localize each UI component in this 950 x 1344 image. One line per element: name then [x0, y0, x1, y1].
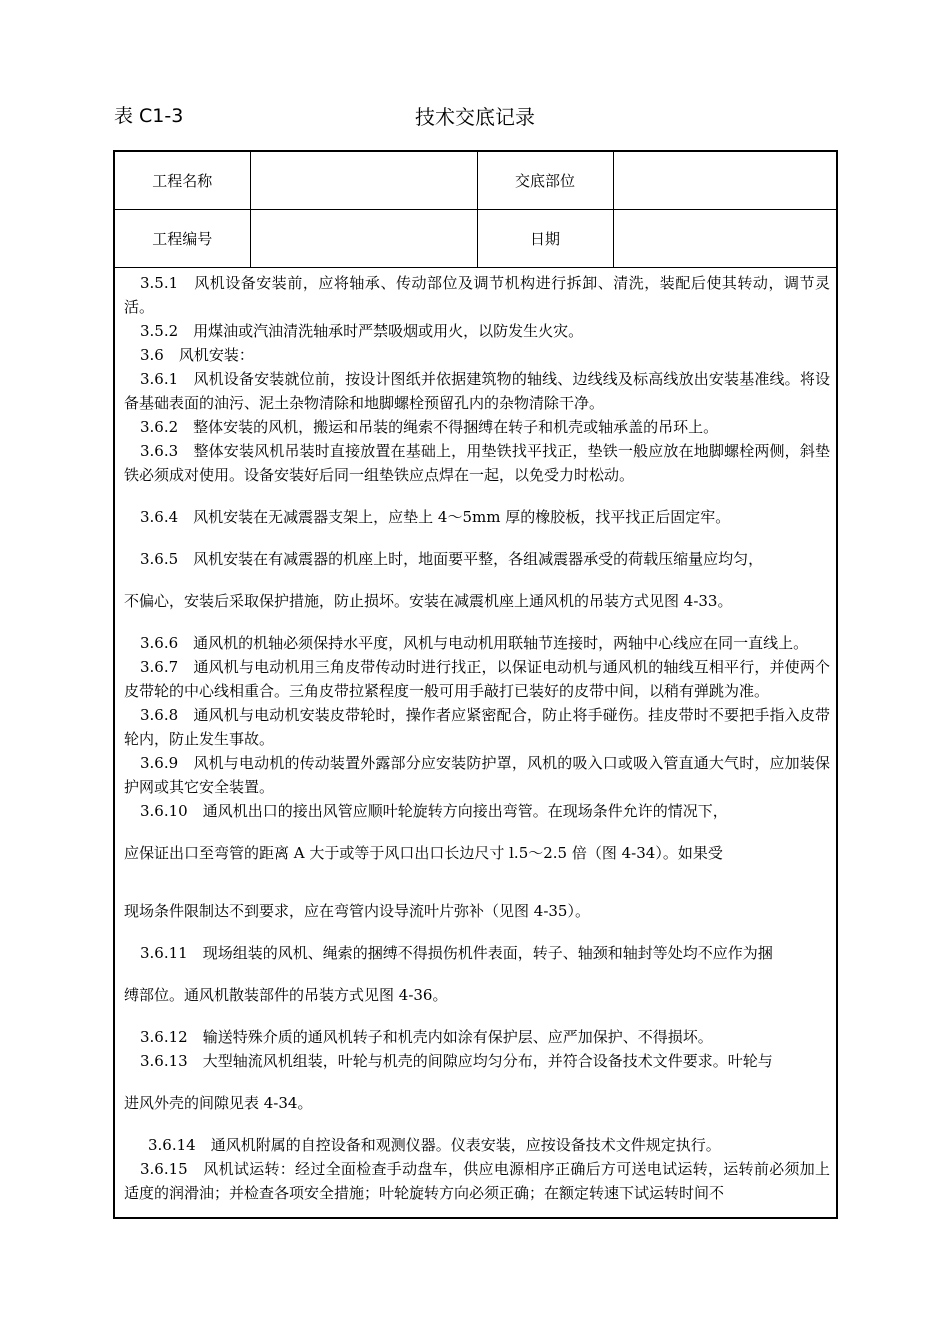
paragraph-3-6-5-cont: 不偏心，安装后采取保护措施，防止损坏。安装在减震机座上通风机的吊装方式见图 4-33。 [124, 592, 733, 610]
location-field[interactable] [613, 152, 836, 210]
paragraph-3-6-13: 3.6.13 大型轴流风机组装，叶轮与机壳的间隙应均匀分布，并符合设备技术文件要求。叶轮与 [140, 1052, 773, 1070]
document-title: 技术交底记录 [415, 105, 535, 129]
project-name-field[interactable] [250, 152, 477, 210]
paragraph-3-6: 3.6 风机安装： [140, 346, 254, 364]
paragraph-3-6-15: 3.6.15 风机试运转：经过全面检查手动盘车，供应电源相序正确后方可送电试运转，运转前必须加上适度的润滑油；并检查各项安全措施；叶轮旋转方向必须正确；在额定转速下试运转时间不 [124, 1160, 830, 1202]
paragraph-3-6-10-cont1: 应保证出口至弯管的距离 A 大于或等于风口出口长边尺寸 l.5～2.5 倍（图 4-34）。如果受 [124, 844, 723, 862]
paragraph-3-6-2: 3.6.2 整体安装的风机，搬运和吊装的绳索不得捆缚在转子和机壳或轴承盖的吊环上。 [140, 418, 719, 436]
paragraph-3-6-8: 3.6.8 通风机与电动机安装皮带轮时，操作者应紧密配合，防止将手碰伤。挂皮带时不要把手指入皮带轮内，防止发生事故。 [124, 706, 830, 748]
record-frame [113, 150, 838, 1219]
paragraph-3-6-4: 3.6.4 风机安装在无减震器支架上，应垫上 4～5mm 厚的橡胶板，找平找正后固定牢。 [140, 508, 731, 526]
date-field[interactable] [613, 210, 836, 268]
paragraph-3-6-10: 3.6.10 通风机出口的接出风管应顺叶轮旋转方向接出弯管。在现场条件允许的情况下， [140, 802, 728, 820]
paragraph-3-5-1: 3.5.1 风机设备安装前，应将轴承、传动部位及调节机构进行拆卸、清洗，装配后使其转动，调节灵活。 [124, 274, 830, 316]
project-no-field[interactable] [250, 210, 477, 268]
paragraph-3-5-2: 3.5.2 用煤油或汽油清洗轴承时严禁吸烟或用火，以防发生火灾。 [140, 322, 584, 340]
date-label: 日期 [477, 210, 613, 268]
info-table [115, 152, 836, 268]
paragraph-3-6-1: 3.6.1 风机设备安装就位前，按设计图纸并依据建筑物的轴线、边线线及标高线放出安装基准线。将设备基础表面的油污、泥土杂物清除和地脚螺栓预留孔内的杂物清除干净。 [124, 370, 830, 412]
paragraph-3-6-13-cont: 进风外壳的间隙见表 4-34。 [124, 1094, 313, 1112]
disclosure-content [124, 271, 830, 1205]
info-row-project [115, 152, 836, 210]
form-code: 表 C1-3 [114, 105, 184, 127]
paragraph-3-6-11-cont: 缚部位。通风机散装部件的吊装方式见图 4-36。 [124, 986, 448, 1004]
location-label: 交底部位 [477, 152, 613, 210]
paragraph-3-6-12: 3.6.12 输送特殊介质的通风机转子和机壳内如涂有保护层、应严加保护、不得损坏。 [140, 1028, 713, 1046]
paragraph-3-6-6: 3.6.6 通风机的机轴必须保持水平度，风机与电动机用联轴节连接时，两轴中心线应在同一直线上。 [140, 634, 809, 652]
project-no-label: 工程编号 [115, 210, 250, 268]
paragraph-3-6-7: 3.6.7 通风机与电动机用三角皮带传动时进行找正，以保证电动机与通风机的轴线互相平行，并使两个皮带轮的中心线相重合。三角皮带拉紧程度一般可用手敲打已装好的皮带中间，以稍有弹跳为准。 [124, 658, 830, 700]
paragraph-3-6-14: 3.6.14 通风机附属的自控设备和观测仪器。仪表安装，应按设备技术文件规定执行。 [148, 1136, 721, 1154]
paragraph-3-6-9: 3.6.9 风机与电动机的传动装置外露部分应安装防护罩，风机的吸入口或吸入管直通大气时，应加装保护网或其它安全装置。 [124, 754, 830, 796]
paragraph-3-6-5: 3.6.5 风机安装在有减震器的机座上时，地面要平整，各组减震器承受的荷载压缩量应均匀， [140, 550, 764, 568]
paragraph-3-6-10-cont2: 现场条件限制达不到要求，应在弯管内设导流叶片弥补（见图 4-35）。 [124, 902, 590, 920]
info-row-number [115, 210, 836, 268]
paragraph-3-6-3: 3.6.3 整体安装风机吊装时直接放置在基础上，用垫铁找平找正，垫铁一般应放在地脚螺栓两侧，斜垫铁必须成对使用。设备安装好后同一组垫铁应点焊在一起，以免受力时松动。 [124, 442, 830, 484]
project-name-label: 工程名称 [115, 152, 250, 210]
paragraph-3-6-11: 3.6.11 现场组装的风机、绳索的捆缚不得损伤机件表面，转子、轴颈和轴封等处均不应作为捆 [140, 944, 773, 962]
